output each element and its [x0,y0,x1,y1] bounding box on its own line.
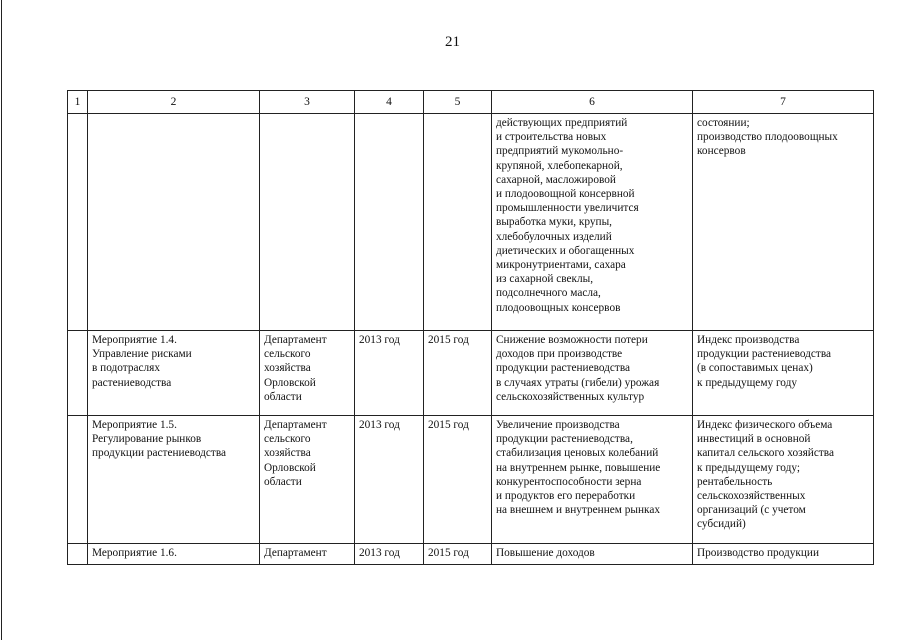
cell-indicator: Индекс физического объема инвестиций в основной капитал сельского хозяйства к предыдущему году; рентабельность сельскохозяйственных организаций (с учетом субсидий) [693,416,874,544]
cell-expected-result: Увеличение производства продукции растениеводства, стабилизация ценовых колебаний на внутреннем рынке, повышение конкурентоспособности зерна и продуктов его переработки на внешнем и внутреннем рынках [492,416,693,544]
page-edge-line [1,0,2,640]
cell-expected-result: Повышение доходов [492,544,693,565]
cell-activity: Мероприятие 1.6. [88,544,260,565]
cell-start-year [355,114,424,331]
cell-number [68,331,88,416]
cell-activity [88,114,260,331]
column-header: 6 [492,91,693,114]
column-header: 4 [355,91,424,114]
column-header: 1 [68,91,88,114]
cell-start-year: 2013 год [355,331,424,416]
cell-activity: Мероприятие 1.5. Регулирование рынков продукции растениеводства [88,416,260,544]
cell-activity: Мероприятие 1.4. Управление рисками в подотраслях растениеводства [88,331,260,416]
cell-executor [260,114,355,331]
cell-indicator: Производство продукции [693,544,874,565]
column-header: 3 [260,91,355,114]
column-header: 5 [424,91,492,114]
cell-executor: Департамент сельского хозяйства Орловской области [260,331,355,416]
cell-executor: Департамент сельского хозяйства Орловской области [260,416,355,544]
table-row [68,114,874,331]
cell-expected-result: Снижение возможности потери доходов при производстве продукции растениеводства в случаях утраты (гибели) урожая сельскохозяйственных культур [492,331,693,416]
cell-indicator: Индекс производства продукции растениеводства (в сопоставимых ценах) к предыдущему году [693,331,874,416]
cell-number [68,114,88,331]
program-activities-table [67,90,874,565]
column-header: 7 [693,91,874,114]
cell-expected-result: действующих предприятий и строительства новых предприятий мукомольно- крупяной, хлебопекарной, сахарной, масложировой и плодоовощной консервной промышленности увеличится выработка муки, крупы, хлебобулочных изделий диетических и обогащенных микронутриентами, сахара из сахарной свеклы, подсолнечного масла, плодоовощных консервов [492,114,693,331]
table-row [68,416,874,544]
cell-number [68,416,88,544]
cell-number [68,544,88,565]
cell-start-year: 2013 год [355,544,424,565]
cell-end-year [424,114,492,331]
page-number: 21 [445,34,460,50]
table-header-row [68,91,874,114]
cell-indicator: состоянии; производство плодоовощных консервов [693,114,874,331]
column-header: 2 [88,91,260,114]
cell-executor: Департамент [260,544,355,565]
cell-start-year: 2013 год [355,416,424,544]
cell-end-year: 2015 год [424,331,492,416]
table-row [68,331,874,416]
table-row [68,544,874,565]
cell-end-year: 2015 год [424,416,492,544]
cell-end-year: 2015 год [424,544,492,565]
